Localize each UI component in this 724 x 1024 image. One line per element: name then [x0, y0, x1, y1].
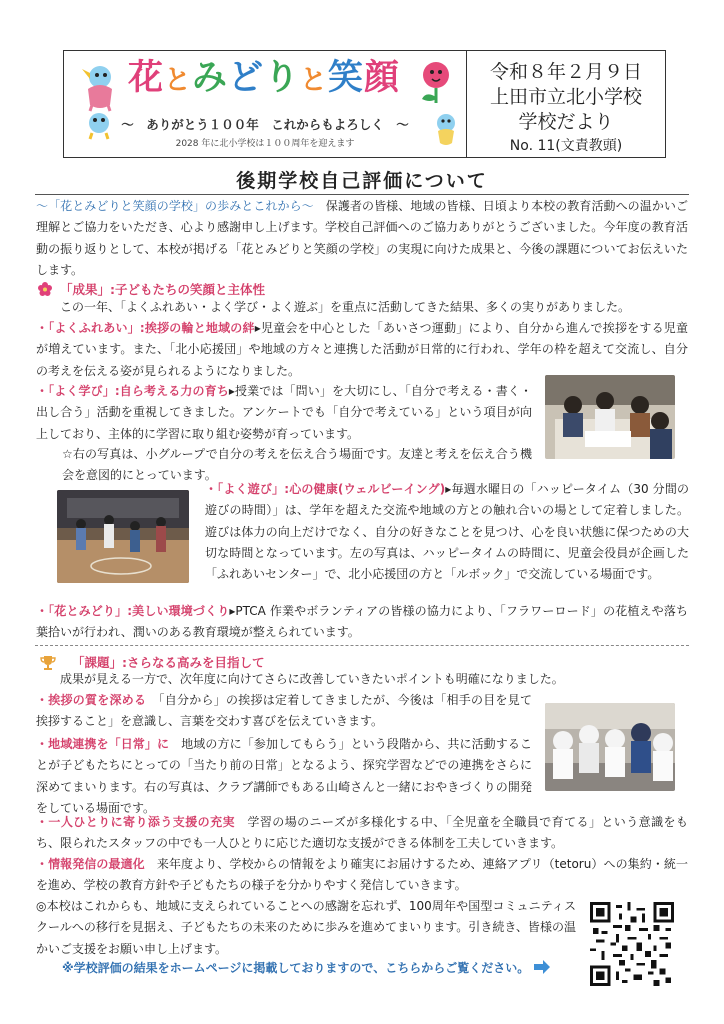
gym-activity-photo: [57, 490, 189, 583]
photo-caption-right: ☆右の写真は、小グループで自分の考えを伝え合う場面です。友達と考えを伝え合う機会を意図的にとっています。: [62, 447, 532, 483]
intro-lead: ～「花とみどりと笑顔の学校」の歩みとこれから～: [36, 199, 314, 213]
intro-body: 保護者の皆様、地域の皆様、日頃より本校の教育活動への温かいご理解とご協力をいただき、心より感謝申し上げます。学校自己評価へのご協力ありがとうございました。今年度の教育活動の振り返りとして、本校が掲げる「花とみどりと笑顔の学校」の実現に向けた成果と、今後の課題についてお伝えいたします。: [36, 199, 688, 277]
centennial-note: 2028 年に北小学校は１００周年を迎えます: [175, 139, 355, 149]
issue-item-community: [36, 734, 532, 819]
issue-number: No. 11(文責教頭): [509, 138, 623, 154]
issue-item-support: [36, 812, 688, 855]
cooking-activity-photo: [545, 703, 675, 791]
issue-item-title: ・挨拶の質を深める: [36, 693, 147, 707]
page-title: 後期学校自己評価について: [236, 170, 488, 192]
issue-item-title: ・情報発信の最適化: [36, 857, 145, 871]
bird-mascot-icon: [78, 59, 120, 113]
result-item-fureai: [36, 318, 688, 382]
issue-item-body: 「自分から」の挨拶は定着してきましたが、今後は「相手の目を見て挨拶すること」を意識し、言葉を交わす喜びを伝えていきます。: [36, 693, 532, 729]
result-item-title: ・「よくふれあい」:挨拶の輪と地域の絆: [36, 321, 255, 335]
result-item-environment: [36, 601, 688, 644]
result-item-body: ▸毎週水曜日の「ハッピータイム（30 分間の遊びの時間）」は、学年を超えた交流や地域の方との触れ合いの場として定着しました。遊びは体力の向上だけでなく、自分の好きなことを見つけ、心を良い状態に保つための大切な時間となっています。左の写真は、ハッピータイムの時間に、児童会役員が企画した「ふれあいセンター」で、北小応援団の方と「ルボック」で交流している場面です。: [205, 482, 689, 582]
intro-paragraph: [36, 196, 688, 281]
qr-code-icon[interactable]: [590, 902, 674, 986]
motto: ～ ありがとう１００年 これからもよろしく ～: [121, 117, 409, 132]
closing-paragraph: ◎本校はこれからも、地域に支えられていることへの感謝を忘れず、100周年や国型コミュニティスクールへの移行を見据え、子どもたちの未来のために歩みを進めてまいります。引き続き、皆様の温かいご支援をお願い申し上げます。: [36, 899, 576, 956]
masthead: [63, 50, 467, 158]
title-divider: [35, 194, 689, 195]
trophy-icon: [40, 654, 56, 670]
result-item-title: ・「よく遊び」:心の健康(ウェルビーイング): [205, 482, 446, 496]
school-name: 上田市立北小学校: [489, 86, 642, 108]
arrow-right-icon: [533, 960, 551, 974]
result-item-asobi: [205, 479, 689, 585]
section-divider: [35, 645, 689, 646]
classroom-group-photo: [545, 375, 675, 459]
issue-info: [467, 50, 666, 158]
result-item-body: ▸授業では「問い」を大切にし、「自分で考える・書く・出し合う」活動を重視してきました。アンケートでも「自分で考えている」という項目が向上しており、主体的に学習に取り組む姿勢が育っています。: [36, 384, 532, 441]
flower-mascot-icon: [412, 57, 460, 107]
issue-date: 令和８年２月９日: [489, 61, 642, 83]
results-lead: この一年、「よくふれあい・よく学び・よく遊ぶ」を重点に活動してきた結果、多くの実りがありました。: [60, 300, 631, 314]
homepage-note-link[interactable]: [62, 958, 582, 979]
result-item-body: ▸PTCA 作業やボランティアの皆様の協力により、「フラワーロード」の花植えや落ち葉拾いが行われ、潤いのある教育環境が整えられています。: [36, 604, 688, 640]
issue-item-greeting: [36, 690, 532, 733]
issues-lead: 成果が見える一方で、次年度に向けてさらに改善していきたいポイントも明確になりました。: [60, 672, 564, 686]
issue-item-body: 地域の方に「参加してもらう」という段階から、共に活動することが子どもたちにとっての「当たり前の日常」となるよう、探究学習などでの連携をさらに深めてまいります。右の写真は、クラブ講師でもある山崎さんと一緒におやきづくりの開発をしている場面です。: [36, 737, 532, 815]
result-item-title: ・「よく学び」:自ら考える力の育ち: [36, 384, 229, 398]
result-item-body: ▸児童会を中心とした「あいさつ運動」により、自分から進んで挨拶をする児童が増えています。また、「北小応援団」や地域の方々と連携した活動が日常的に行われ、学年の枠を超えて交流し、自分の考えを伝える姿が見られるようになりました。: [36, 321, 688, 378]
result-item-manabi: [36, 381, 532, 445]
issue-item-communication: [36, 854, 688, 897]
issue-item-title: ・一人ひとりに寄り添う支援の充実: [36, 815, 235, 829]
flower-bullet-icon: [38, 282, 52, 296]
issue-item-body: 来年度より、学校からの情報をより確実にお届けするため、連絡アプリ（tetoru）への集約・統一を進め、学校の教育方針や子どもたちの様子を分かりやすく発信していきます。: [36, 857, 688, 893]
newsletter-name: 学校だより: [518, 111, 614, 133]
results-heading: 「成果」:子どもたちの笑顔と主体性: [60, 282, 265, 297]
result-item-title: ・「花とみどり」:美しい環境づくり: [36, 604, 230, 618]
issue-item-title: ・地域連携を「日常」に: [36, 737, 170, 751]
issue-item-body: 学習の場のニーズが多様化する中、「全児童を全職員で育てる」という意識をもち、限られたスタッフの中でも一人ひとりに応じた適切な支援ができる体制を工夫していきます。: [36, 815, 688, 851]
homepage-note-text: ※学校評価の結果をホームページに掲載しておりますので、こちらからご覧ください。: [62, 961, 530, 975]
newsletter-title: 花とみどりと笑顔: [127, 57, 401, 98]
issues-heading: 「課題」:さらなる高みを目指して: [72, 655, 265, 670]
